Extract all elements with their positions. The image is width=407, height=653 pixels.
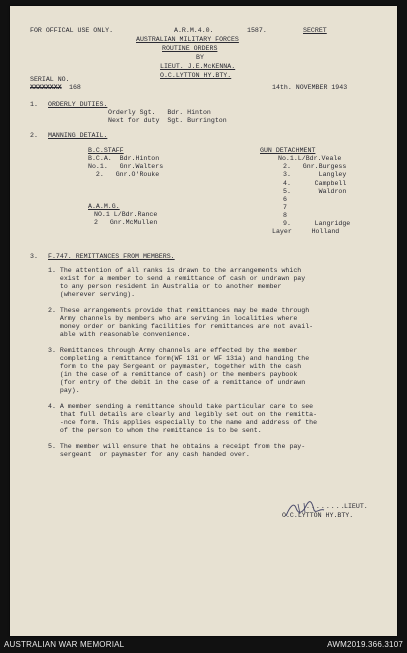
para-2-line: able with reasonable convenience.	[48, 331, 191, 338]
serial-number: 168	[69, 84, 81, 91]
orderly-row-1: Orderly Sgt. Bdr. Hinton	[108, 109, 211, 116]
aamg-row: NO.1 L/Bdr.Rance	[94, 211, 158, 218]
para-3-line: 3. Remittances through Army channels are effected by the member	[48, 347, 298, 354]
para-5-line: sergeant or paymaster for any cash handed over.	[48, 451, 250, 458]
section-3-number: 3.	[30, 253, 38, 260]
para-4-line: that full details are clearly and legibly set out on the remitta-	[48, 411, 318, 418]
section-3-title: F.747. REMITTANCES FROM MEMBERS.	[48, 253, 175, 260]
section-2-number: 2.	[30, 132, 38, 139]
gun-row: 2. Gnr.Burgess	[283, 163, 347, 170]
gun-row: 6	[283, 196, 287, 203]
gun-row: Layer Holland	[272, 228, 340, 235]
serial-label: SERIAL NO.	[30, 76, 70, 83]
ref-number: 1587.	[247, 27, 267, 34]
para-3-line: (for entry of the debit in the case of a remittance of undrawn	[48, 379, 306, 386]
restricted-marking: FOR OFFICAL USE ONLY.	[30, 27, 114, 34]
officer-name: LIEUT. J.E.McKENNA.	[160, 63, 236, 70]
para-4-line: of the person to whom the remittance is to be sent.	[48, 427, 262, 434]
bc-staff-title: B.C.STAFF	[88, 147, 124, 154]
para-5-line: 5. The member will ensure that he obtains a receipt from the pay-	[48, 443, 306, 450]
secret-marking: SECRET	[303, 27, 327, 34]
para-1-line: 1. The attention of all ranks is drawn to the arrangements which	[48, 267, 302, 274]
gun-row: 7	[283, 204, 287, 211]
gun-row: 4. Campbell	[283, 180, 347, 187]
para-2-line: Army channels by members who are serving in localities where	[48, 315, 298, 322]
officer-unit: O.C.LYTTON HY.BTY.	[160, 72, 232, 79]
serial-strike: XXXXXXXX	[30, 84, 62, 91]
aamg-row: 2 Gnr.McMullen	[94, 219, 158, 226]
document-page	[10, 6, 397, 636]
signature-line: ........	[306, 503, 346, 510]
order-date: 14th. NOVEMBER 1943	[272, 84, 348, 91]
aamg-title: A.A.M.G.	[88, 203, 120, 210]
gun-row: 3. Langley	[283, 171, 347, 178]
signatory-unit: O.C.LYTTON HY.BTY.	[282, 512, 354, 519]
orderly-row-2: Next for duty Sgt. Burrington	[108, 117, 227, 124]
para-3-line: pay).	[48, 387, 80, 394]
archive-credit: AUSTRALIAN WAR MEMORIAL	[4, 640, 125, 649]
gun-row: 8	[283, 212, 287, 219]
bc-staff-row: B.C.A. Bdr.Hinton	[88, 155, 160, 162]
para-1-line: exist for a member to send a remittance of cash or undrawn pay	[48, 275, 306, 282]
signatory-rank: LIEUT.	[344, 503, 368, 510]
para-1-line: (wherever serving).	[48, 291, 136, 298]
ref-code: A.R.M.4.0.	[174, 27, 214, 34]
para-2-line: 2. These arrangements provide that remittances may be made through	[48, 307, 310, 314]
gun-detachment-title: GUN DETACHMENT	[260, 147, 316, 154]
gun-row: 5. Waldron	[283, 188, 347, 195]
routine-orders-title: ROUTINE ORDERS	[162, 45, 218, 52]
para-3-line: form to the pay Sergeant or paymaster, together with the cash	[48, 363, 302, 370]
gun-row: No.1.L/Bdr.Veale	[278, 155, 342, 162]
bc-staff-row: 2. Gnr.O'Rouke	[88, 171, 160, 178]
archive-accession-number: AWM2019.366.3107	[327, 640, 403, 649]
gun-row: 9. Langridge	[283, 220, 351, 227]
bc-staff-row: No.1. Gnr.Walters	[88, 163, 164, 170]
para-4-line: -nce form. This applies especially to the name and address of the	[48, 419, 318, 426]
para-3-line: completing a remittance form(WF 131 or WF 131a) and handing the	[48, 355, 310, 362]
by-line: BY	[196, 54, 204, 61]
para-2-line: money order or banking facilities for remittances are not avail-	[48, 323, 314, 330]
section-2-title: MANNING DETAIL.	[48, 132, 108, 139]
section-1-number: 1.	[30, 101, 38, 108]
section-1-title: ORDERLY DUTIES.	[48, 101, 108, 108]
para-3-line: (in the case of a remittance of cash) or the members paybook	[48, 371, 298, 378]
force-title: AUSTRALIAN MILITARY FORCES	[136, 36, 239, 43]
para-1-line: to any person resident in Australia or to another member	[48, 283, 282, 290]
para-4-line: 4. A member sending a remittance should take particular care to see	[48, 403, 314, 410]
